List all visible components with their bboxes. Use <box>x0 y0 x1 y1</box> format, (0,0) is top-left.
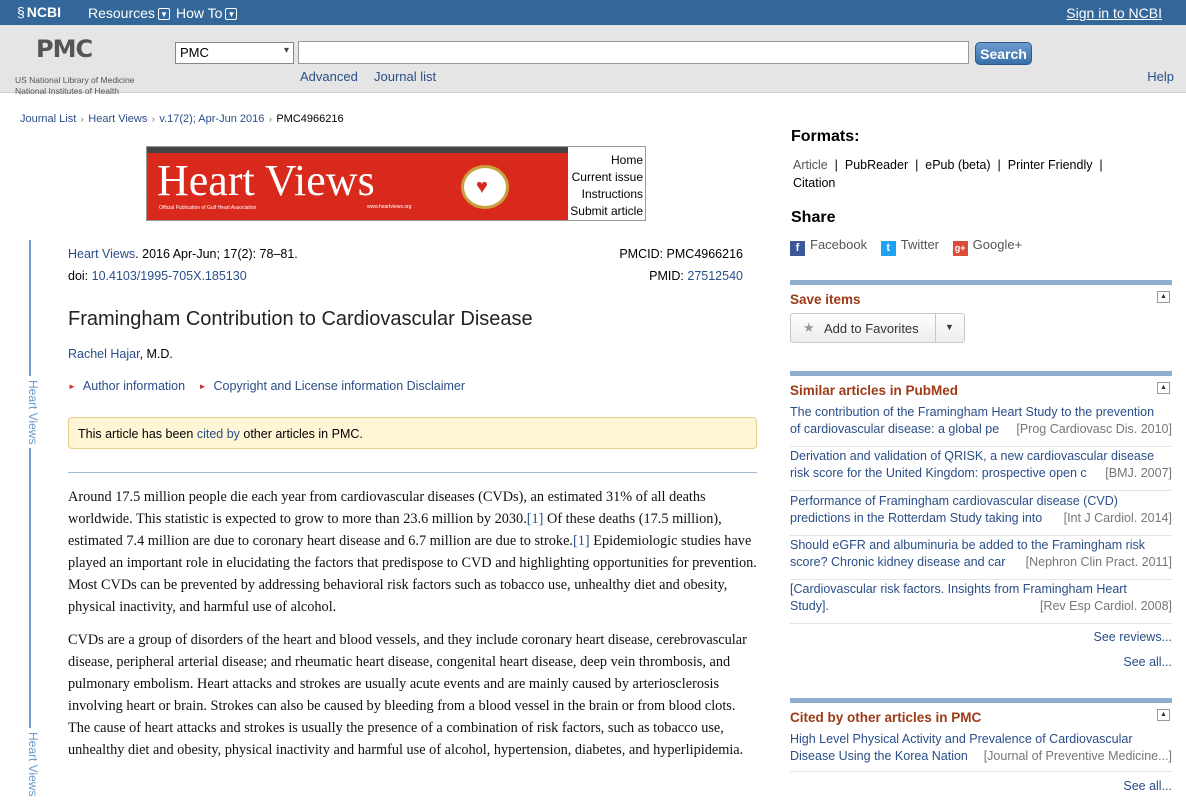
advanced-search-link[interactable]: Advanced <box>300 69 358 84</box>
share-links <box>790 237 1022 256</box>
similar-title-line-1: Should eGFR and albuminuria be added to the Framingham risk <box>790 538 1146 552</box>
list-item[interactable] <box>790 731 1172 765</box>
doi-link[interactable]: 10.4103/1995-705X.185130 <box>91 269 247 283</box>
article-title: Framingham Contribution to Cardiovascular Disease <box>68 308 533 330</box>
similar-source: [Rev Esp Cardiol. 2008] <box>1037 598 1172 615</box>
article-info-links <box>68 379 465 393</box>
banner-link-home[interactable]: Home <box>610 153 643 167</box>
pmcid: PMCID: PMC4966216 <box>619 247 743 261</box>
author-line <box>68 347 173 361</box>
cited-by-link[interactable]: cited by <box>196 427 240 441</box>
cited-by-list <box>790 731 1172 765</box>
collapse-toggle-icon[interactable]: ▲ <box>1157 709 1170 721</box>
author-suffix: , M.D. <box>139 347 173 361</box>
doi-label: doi: <box>68 269 92 283</box>
star-icon: ★ <box>803 320 815 335</box>
cited-title-line-1: High Level Physical Activity and Prevalence of Cardiovascular <box>790 732 1133 746</box>
triangle-right-icon: ► <box>68 382 76 391</box>
cited-title-line-2: Disease Using the Korea Nation <box>790 749 968 763</box>
see-reviews-link[interactable]: See reviews... <box>1093 630 1172 644</box>
save-items-heading: Save items <box>790 292 861 307</box>
banner-link-submit[interactable]: Submit article <box>570 204 643 218</box>
breadcrumb-separator: › <box>149 114 158 124</box>
cited-prefix: This article has been <box>78 427 197 441</box>
format-article: Article <box>793 158 828 172</box>
breadcrumb-heart-views[interactable]: Heart Views <box>88 113 148 125</box>
button-divider <box>935 314 936 342</box>
banner-subtitle: Official Publication of Gulf Heart Association <box>159 205 257 211</box>
breadcrumb-separator: › <box>266 114 275 124</box>
list-divider <box>790 446 1172 447</box>
help-link[interactable]: Help <box>1147 69 1174 84</box>
format-citation[interactable]: Citation <box>793 176 836 190</box>
search-button[interactable]: Search <box>975 42 1032 65</box>
list-item[interactable] <box>790 581 1172 625</box>
chevron-down-icon: ▼ <box>158 8 170 20</box>
triangle-right-icon: ► <box>198 382 207 391</box>
banner-links <box>568 147 645 220</box>
share-google-plus[interactable] <box>953 237 1023 252</box>
similar-title-line-1: Performance of Framingham cardiovascular disease (CVD) <box>790 494 1118 508</box>
cited-suffix: other articles in PMC. <box>239 427 363 441</box>
disclaimer-link[interactable]: Disclaimer <box>406 379 465 393</box>
copyright-toggle[interactable]: Copyright and License information <box>213 379 404 393</box>
facebook-label: Facebook <box>810 237 868 252</box>
similar-source: [Prog Cardiovasc Dis. 2010] <box>1013 421 1172 438</box>
ncbi-top-bar <box>0 0 1186 25</box>
banner-link-instructions[interactable]: Instructions <box>581 187 643 201</box>
citation-details: . 2016 Apr-Jun; 17(2): 78–81. <box>135 247 298 261</box>
logo-line-2: National Institutes of Health <box>15 86 119 96</box>
similar-title-line-2: of cardiovascular disease: a global pe <box>790 422 1000 436</box>
breadcrumb-separator: › <box>78 114 87 124</box>
see-all-similar-link[interactable]: See all... <box>1123 655 1172 669</box>
similar-title-line-1: [Cardiovascular risk factors. Insights from Framingham Heart <box>790 582 1127 596</box>
list-divider <box>790 623 1172 624</box>
list-item[interactable] <box>790 537 1172 581</box>
twitter-label: Twitter <box>900 237 940 252</box>
journal-banner <box>146 146 646 221</box>
search-input[interactable] <box>298 41 969 64</box>
google-plus-icon: g+ <box>953 241 968 256</box>
howto-label: How To <box>176 5 223 21</box>
chevron-down-icon[interactable]: ▼ <box>945 322 954 332</box>
cited-by-notice <box>68 417 757 449</box>
similar-source: [BMJ. 2007] <box>1102 465 1172 482</box>
journal-rail-label: Heart Views <box>20 376 40 448</box>
list-item[interactable] <box>790 448 1172 493</box>
database-select-value: PMC <box>180 45 209 60</box>
list-divider <box>790 535 1172 536</box>
p1-text-c: Epidemiologic studies have played an important role in elucidating the factors that predispose to CVD and highlighting opportunities for prevention. Most CVDs can be prevented by addressing behavioral risk factors such as tobacco use, unhealthy diet and obesity, physical inactivity, and harmful use of alcohol. <box>68 533 757 615</box>
howto-menu[interactable] <box>176 5 237 21</box>
similar-title-line-1: The contribution of the Framingham Heart Study to the prevention <box>790 405 1155 419</box>
resources-menu[interactable] <box>88 5 170 21</box>
journal-list-link[interactable]: Journal list <box>374 69 437 84</box>
list-divider <box>790 771 1172 772</box>
pmid-link[interactable]: 27512540 <box>687 269 743 283</box>
format-pubreader[interactable]: PubReader <box>844 158 909 172</box>
format-epub[interactable]: ePub (beta) <box>925 158 991 172</box>
reference-link[interactable]: [1] <box>573 533 590 549</box>
formats-heading: Formats: <box>791 128 860 145</box>
journal-rail-label: Heart Views <box>20 728 40 800</box>
collapse-toggle-icon[interactable]: ▲ <box>1157 291 1170 303</box>
sign-in-link[interactable]: Sign in to NCBI <box>1066 5 1162 21</box>
author-information-toggle[interactable]: Author information <box>82 379 186 393</box>
twitter-icon: t <box>881 241 896 256</box>
see-all-cited-link[interactable]: See all... <box>1123 779 1172 793</box>
banner-url: www.heartviews.org <box>367 204 412 210</box>
add-to-favorites-label: Add to Favorites <box>824 321 919 336</box>
author-link[interactable]: Rachel Hajar <box>68 347 140 361</box>
banner-top-strip <box>147 147 568 153</box>
p1-text-b: Of these deaths (17.5 million), estimated 7.4 million are due to coronary heart disease and 6.7 million are due to stroke. <box>68 511 722 549</box>
similar-title-line-2: risk score for the United Kingdom: prospective open c <box>790 466 1087 480</box>
pmid-label: PMID: <box>649 269 688 283</box>
breadcrumb-current: PMC4966216 <box>276 113 344 125</box>
database-select[interactable] <box>175 42 294 64</box>
citation-block <box>68 243 298 287</box>
breadcrumb-journal-list[interactable]: Journal List <box>20 113 77 125</box>
left-journal-rail <box>29 240 31 800</box>
list-divider <box>790 490 1172 491</box>
pmc-logo-text: PMC <box>36 35 93 63</box>
similar-title-line-2: score? Chronic kidney disease and car <box>790 555 1006 569</box>
breadcrumb-issue[interactable]: v.17(2); Apr-Jun 2016 <box>159 113 265 125</box>
logo-line-1: US National Library of Medicine <box>15 75 135 85</box>
ncbi-label: NCBI <box>26 4 62 20</box>
cited-source: [Journal of Preventive Medicine...] <box>981 748 1172 765</box>
share-heading: Share <box>791 209 836 226</box>
chevron-down-icon: ▼ <box>225 8 237 20</box>
ncbi-logo[interactable] <box>17 4 61 20</box>
list-divider <box>790 579 1172 580</box>
similar-title-line-1: Derivation and validation of QRISK, a new cardiovascular disease <box>790 449 1155 463</box>
resources-label: Resources <box>88 5 155 21</box>
chevron-down-icon: ▾ <box>283 45 289 56</box>
heart-emblem-icon <box>461 165 509 209</box>
similar-title-line-2: Study]. <box>790 599 829 613</box>
format-printer-friendly[interactable]: Printer Friendly <box>1007 158 1093 172</box>
breadcrumb <box>20 113 344 125</box>
search-bar <box>0 25 1186 96</box>
similar-source: [Nephron Clin Pract. 2011] <box>1023 554 1172 571</box>
journal-link[interactable]: Heart Views <box>68 247 136 261</box>
reference-link[interactable]: [1] <box>526 511 544 527</box>
section-divider <box>68 472 757 473</box>
identifiers-block <box>619 243 743 287</box>
list-item[interactable] <box>790 493 1172 537</box>
google-plus-label: Google+ <box>972 237 1023 252</box>
collapse-toggle-icon[interactable]: ▲ <box>1157 382 1170 394</box>
article-paragraph-2: CVDs are a group of disorders of the heart and blood vessels, and they include coronary heart disease, cerebrovascular disease, peripheral arterial disease; and rheumatic heart disease, congenital heart disease, deep vein thrombosis, and pulmonary embolism. Heart attacks and strokes are usually acute events and are mainly caused by arteriosclerosis involving heart or brain. Strokes can also be caused by bleeding from a blood vessel in the brain or from blood clots. The cause of heart attacks and strokes is usually the presence of a combination of risk factors, such as tobacco use, unhealthy diet and obesity, physical inactivity and harmful use of alcohol, hypertension, diabetes, and hyperlipidemia. <box>68 632 747 758</box>
similar-source: [Int J Cardiol. 2014] <box>1061 510 1172 527</box>
list-item[interactable] <box>790 404 1172 448</box>
banner-link-current-issue[interactable]: Current issue <box>571 170 643 184</box>
p1-text-a: Around 17.5 million people die each year from cardiovascular diseases (CVDs), an estimated 31% of all deaths worldwide. This statistic is expected to grow to more than 23.6 million by 2030. <box>68 489 706 527</box>
similar-articles-list <box>790 404 1172 625</box>
similar-title-line-2: predictions in the Rotterdam Study taking into <box>790 511 1043 525</box>
add-to-favorites-button[interactable] <box>790 313 965 343</box>
banner-image[interactable] <box>147 147 568 220</box>
article-paragraph-1 <box>68 486 758 618</box>
share-twitter[interactable] <box>881 237 939 252</box>
cited-by-heading: Cited by other articles in PMC <box>790 710 982 725</box>
similar-articles-heading: Similar articles in PubMed <box>790 383 959 398</box>
share-facebook[interactable] <box>790 237 867 252</box>
ncbi-helix-icon: § <box>17 4 25 20</box>
formats-list: Article | PubReader | ePub (beta) | Printer Friendly | Citation <box>793 158 1103 190</box>
facebook-icon: f <box>790 241 805 256</box>
banner-title: Heart Views <box>157 156 375 205</box>
heart-icon: ♥ <box>476 176 488 198</box>
